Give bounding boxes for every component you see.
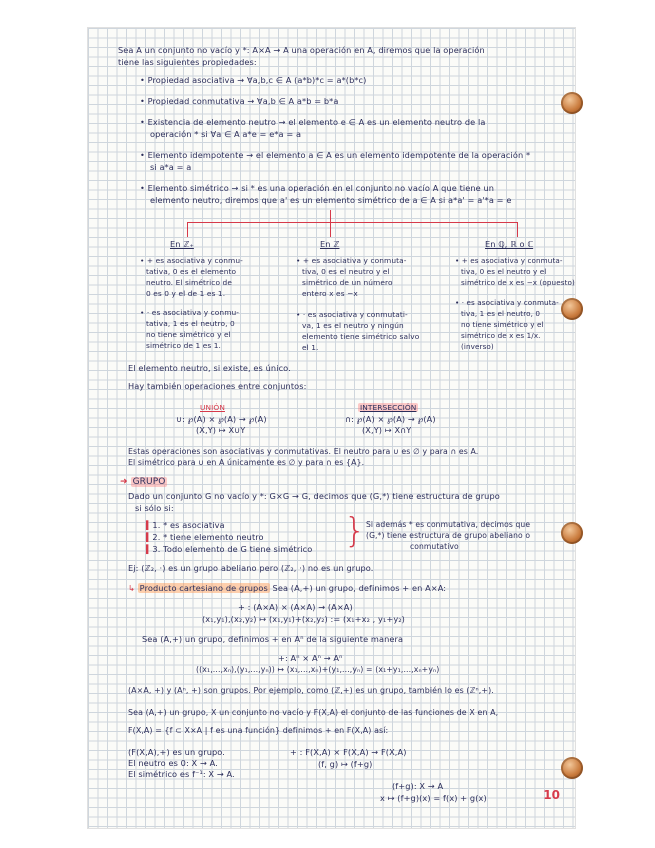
col3-text: simétrico de x es 1/x. — [461, 331, 541, 340]
col3-text: tiva, 0 es el neutro y el — [461, 267, 547, 276]
property-neutral: • Existencia de elemento neutro → el elemento e ∈ A es un elemento neutro de la — [140, 117, 486, 127]
col2-text: el 1. — [302, 343, 319, 352]
cartesian-map: (x₁,y₁),(x₂,y₂) ↦ (x₁,y₁)+(x₂,y₂) := (x₁+x₂ , y₁+y₂) — [202, 614, 405, 624]
intersection-title-text: INTERSECCIÓN — [360, 403, 417, 412]
col1-text: neutro. El simétrico de — [146, 278, 232, 287]
intro-line: Sea A un conjunto no vacío y *: A×A → A una operación en A, diremos que la operación — [118, 45, 485, 55]
property-symmetric: • Elemento simétrico → si * es una operación en el conjunto no vacío A que tiene un — [140, 183, 495, 193]
intersection-map: (X,Y) ↦ X∩Y — [362, 425, 412, 435]
abelian-note: (G,*) tiene estructura de grupo abeliano o — [366, 531, 531, 540]
col2-text: tiva, 0 es el neutro y el — [302, 267, 390, 276]
col1-text: tativa, 0 es el elemento — [146, 267, 237, 276]
group-axiom-2 — [146, 532, 264, 542]
axiom-marker: ▍ — [146, 532, 153, 542]
branch-line — [330, 210, 331, 237]
branch-label-q-r-c: En ℚ, ℝ o ℂ — [485, 239, 534, 249]
group-axiom-2-text: 2. * tiene elemento neutro — [152, 532, 264, 542]
group-example: Ej: (ℤ₂, ·) es un grupo abeliano pero (ℤ₂, ·) no es un grupo. — [128, 563, 374, 573]
group-heading-arrow: ➜ — [120, 477, 131, 487]
group-heading-text: GRUPO — [132, 477, 166, 487]
set-ops-properties: Estas operaciones son asociativas y conmutativas. El neutro para ∪ es ∅ y para ∩ es A. — [128, 447, 479, 456]
power-def: Sea (A,+) un grupo, definimos + en Aⁿ de la siguiente manera — [142, 634, 404, 644]
col3-text: simétrico de x es −x (opuesto) — [461, 278, 575, 287]
col2-text: • · es asociativa y conmutati- — [296, 310, 408, 319]
binder-ring — [561, 298, 583, 320]
binder-ring — [561, 522, 583, 544]
col2-text: simétrico de un número — [302, 278, 393, 287]
power-map: ((x₁,...,xₙ),(y₁,...,yₙ)) ↦ (x₁,...,xₙ)+(y₁,...,yₙ) = (x₁+y₁,...,xₙ+yₙ) — [196, 665, 440, 674]
property-commutative: • Propiedad conmutativa → ∀a,b ∈ A a*b = b*a — [140, 96, 339, 106]
group-axiom-3-text: 3. Todo elemento de G tiene simétrico — [152, 544, 313, 554]
col1-text: tativa, 1 es el neutro, 0 — [146, 319, 235, 328]
functions-neutral: El neutro es 0: X → A. — [128, 758, 218, 768]
branch-line — [187, 222, 517, 223]
group-axiom-1-text: 1. * es asociativa — [152, 520, 225, 530]
col3-text: • + es asociativa y conmuta- — [455, 256, 563, 265]
product-groups-note: (A×A, +) y (Aⁿ, +) son grupos. Por ejemplo, como (ℤ,+) es un grupo, también lo es (ℤⁿ,+). — [128, 686, 494, 695]
neutral-unique-note: El elemento neutro, si existe, es único. — [128, 363, 291, 373]
arrow-icon: ↳ — [128, 583, 138, 593]
property-neutral-cont: operación * si ∀a ∈ A a*e = e*a = a — [150, 129, 302, 139]
cartesian-def: Sea (A,+) un grupo, definimos + en A×A: — [272, 583, 447, 593]
intersection-def: ∩: ℘(A) × ℘(A) → ℘(A) — [345, 414, 436, 424]
binder-ring — [561, 92, 583, 114]
cartesian-op: + : (A×A) × (A×A) → (A×A) — [238, 602, 353, 612]
col2-text: va, 1 es el neutro y ningún — [302, 321, 404, 330]
functions-symmetric: El simétrico es f⁻¹: X → A. — [128, 769, 235, 779]
group-def: Dado un conjunto G no vacío y *: G×G → G, decimos que (G,*) tiene estructura de grupo — [128, 491, 500, 501]
col3-text: (inverso) — [461, 342, 494, 351]
group-heading — [120, 477, 167, 487]
group-axiom-1 — [146, 520, 225, 530]
col2-text: entero x es −x — [302, 289, 358, 298]
functions-set: F(X,A) = {f ⊂ X×A | f es una función} definimos + en F(X,A) así: — [128, 726, 389, 735]
col3-text: • · es asociativa y conmuta- — [455, 298, 559, 307]
col1-text: • + es asociativa y conmu- — [140, 256, 243, 265]
brace-icon: } — [344, 511, 366, 551]
intersection-title — [358, 403, 418, 412]
col2-text: • + es asociativa y conmuta- — [296, 256, 407, 265]
binder-ring — [561, 757, 583, 779]
property-idempotent-cont: si a*a = a — [150, 162, 192, 172]
cartesian-heading — [128, 583, 446, 593]
functions-group: (F(X,A),+) es un grupo. — [128, 747, 225, 757]
property-idempotent: • Elemento idempotente → el elemento a ∈ A es un elemento idempotente de la operación * — [140, 150, 531, 160]
col2-text: elemento tiene simétrico salvo — [302, 332, 420, 341]
col1-text: 0 es 0 y el de 1 es 1. — [146, 289, 226, 298]
col3-text: tiva, 1 es el neutro, 0 — [461, 309, 541, 318]
branch-line — [517, 222, 518, 237]
col3-text: no tiene simétrico y el — [461, 320, 544, 329]
col1-text: no tiene simétrico y el — [146, 330, 231, 339]
abelian-note: conmutativo — [410, 542, 459, 551]
branch-label-zplus: En ℤ₊ — [170, 239, 194, 249]
property-associative: • Propiedad asociativa → ∀a,b,c ∈ A (a*b)*c = a*(b*c) — [140, 75, 367, 85]
page-number: 10 — [543, 788, 560, 802]
union-def: ∪: ℘(A) × ℘(A) → ℘(A) — [176, 414, 267, 424]
group-axiom-3 — [146, 544, 312, 554]
union-title: UNIÓN — [200, 403, 225, 412]
abelian-note: Si además * es conmutativa, decimos que — [366, 520, 531, 529]
axiom-marker: ▍ — [146, 544, 153, 554]
cartesian-title: Producto cartesiano de grupos — [139, 583, 268, 593]
set-operations-intro: Hay también operaciones entre conjuntos: — [128, 381, 307, 391]
col1-text: simétrico de 1 es 1. — [146, 341, 222, 350]
power-op: +: Aⁿ × Aⁿ → Aⁿ — [278, 653, 343, 663]
group-def-cont: si sólo si: — [135, 503, 174, 513]
functions-sum-map: x ↦ (f+g)(x) = f(x) + g(x) — [380, 793, 487, 803]
branch-label-z: En ℤ — [320, 239, 340, 249]
functions-def: Sea (A,+) un grupo, X un conjunto no vacío y F(X,A) el conjunto de las funciones de X en A, — [128, 708, 499, 717]
axiom-marker: ▍ — [146, 520, 153, 530]
intro-line: tiene las siguientes propiedades: — [118, 57, 257, 67]
property-symmetric-cont: elemento neutro, diremos que a' es un elemento simétrico de a ∈ A si a*a' = a'*a = e — [150, 195, 512, 205]
functions-sum: (f+g): X → A — [392, 781, 444, 791]
set-ops-symmetric: El simétrico para ∪ en A únicamente es ∅ y para ∩ es {A}. — [128, 458, 365, 467]
col1-text: • · es asociativa y conmu- — [140, 308, 240, 317]
functions-op: + : F(X,A) × F(X,A) → F(X,A) — [290, 747, 407, 757]
union-map: (X,Y) ↦ X∪Y — [196, 425, 246, 435]
functions-map: (f, g) ↦ (f+g) — [318, 759, 373, 769]
branch-line — [187, 222, 188, 237]
